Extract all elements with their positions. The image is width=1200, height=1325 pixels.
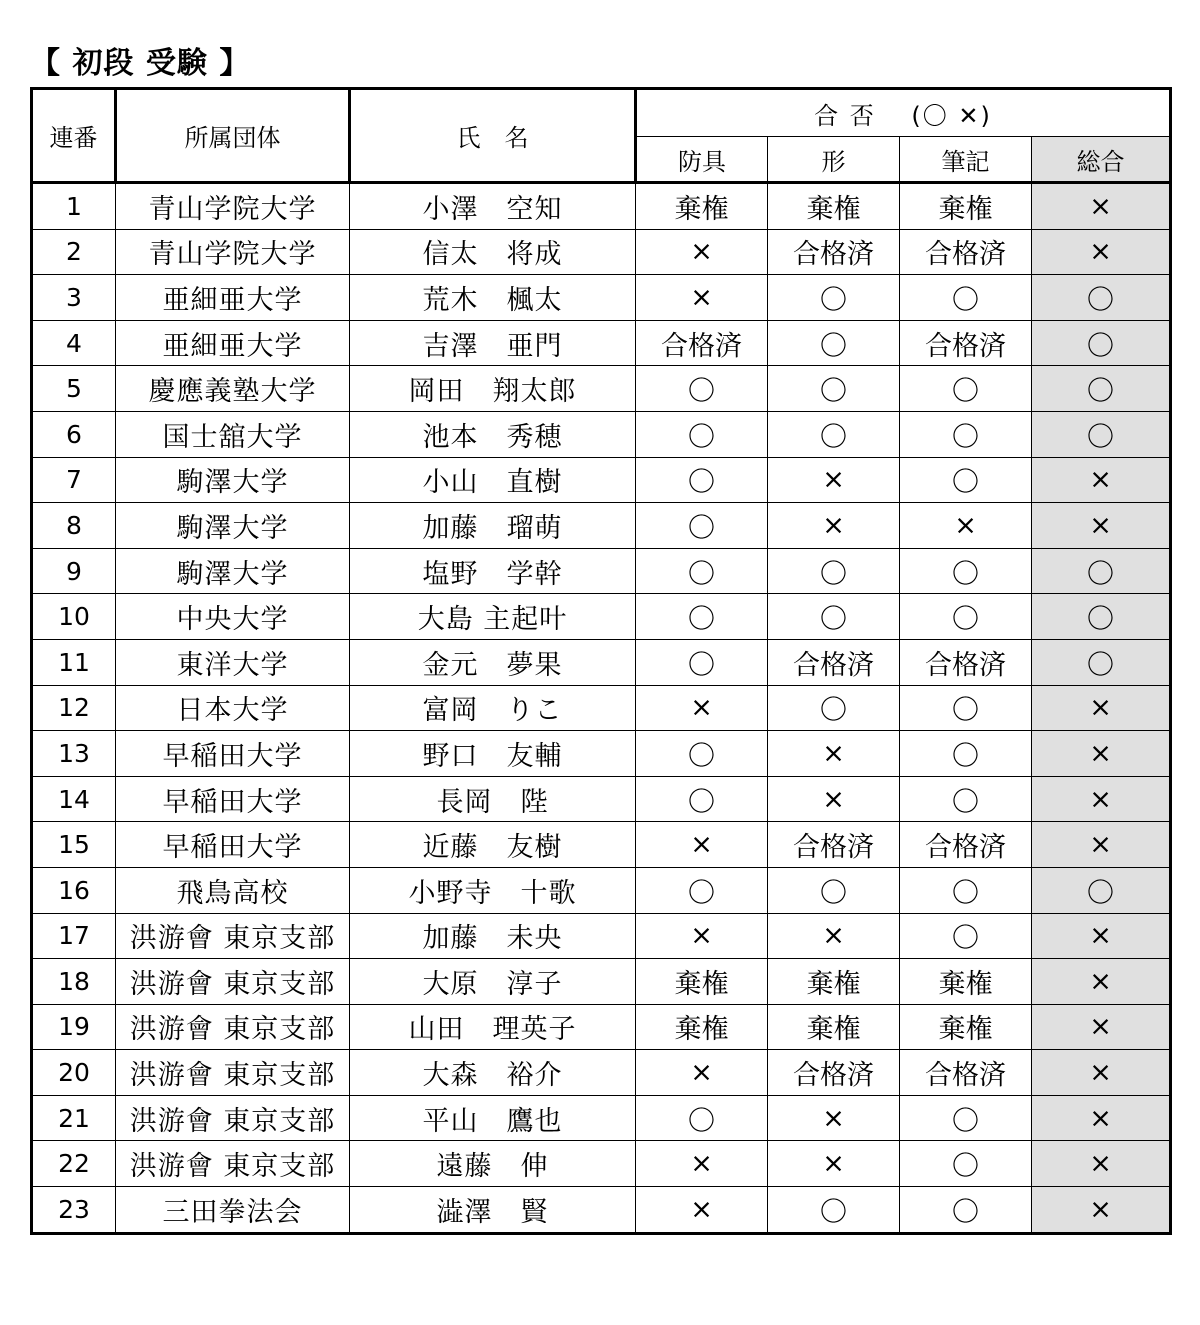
header-pass-fail: 合 否 (〇 ✕) [636, 89, 1171, 137]
cell-armor: × [636, 229, 768, 275]
cell-total: × [1032, 457, 1171, 503]
header-number: 連番 [32, 89, 116, 183]
table-row [32, 1050, 1171, 1096]
cell-armor: 棄権 [636, 959, 768, 1005]
cell-name: 信太 将成 [350, 229, 636, 275]
cell-name: 長岡 陛 [350, 776, 636, 822]
table-row [32, 366, 1171, 412]
cell-name: 加藤 瑠萌 [350, 503, 636, 549]
table-row [32, 548, 1171, 594]
cell-name: 荒木 楓太 [350, 275, 636, 321]
table-row [32, 867, 1171, 913]
cell-armor: 〇 [636, 731, 768, 777]
cell-number: 19 [32, 1004, 116, 1050]
cell-name: 大森 裕介 [350, 1050, 636, 1096]
cell-number: 12 [32, 685, 116, 731]
cell-armor: × [636, 822, 768, 868]
cell-armor: 〇 [636, 411, 768, 457]
cell-kata: 〇 [768, 320, 900, 366]
cell-total: 〇 [1032, 320, 1171, 366]
cell-armor: 〇 [636, 639, 768, 685]
cell-kata: × [768, 457, 900, 503]
cell-name: 吉澤 亜門 [350, 320, 636, 366]
cell-total: × [1032, 731, 1171, 777]
cell-name: 遠藤 伸 [350, 1141, 636, 1187]
cell-number: 20 [32, 1050, 116, 1096]
cell-total: × [1032, 776, 1171, 822]
table-row [32, 731, 1171, 777]
cell-name: 小山 直樹 [350, 457, 636, 503]
cell-name: 岡田 翔太郎 [350, 366, 636, 412]
cell-armor: × [636, 1141, 768, 1187]
cell-written: × [900, 503, 1032, 549]
cell-written: 〇 [900, 913, 1032, 959]
cell-armor: × [636, 1050, 768, 1096]
cell-number: 17 [32, 913, 116, 959]
cell-number: 11 [32, 639, 116, 685]
table-row [32, 776, 1171, 822]
table-row [32, 594, 1171, 640]
cell-kata: × [768, 503, 900, 549]
cell-organization: 駒澤大学 [116, 457, 350, 503]
cell-organization: 洪游會 東京支部 [116, 959, 350, 1005]
header-organization: 所属団体 [116, 89, 350, 183]
cell-name: 池本 秀穂 [350, 411, 636, 457]
cell-total: × [1032, 685, 1171, 731]
cell-name: 澁澤 賢 [350, 1187, 636, 1234]
cell-armor: × [636, 275, 768, 321]
cell-total: × [1032, 183, 1171, 230]
cell-armor: 〇 [636, 503, 768, 549]
cell-kata: 〇 [768, 275, 900, 321]
cell-written: 〇 [900, 1187, 1032, 1234]
cell-written: 合格済 [900, 320, 1032, 366]
cell-written: 〇 [900, 776, 1032, 822]
cell-written: 〇 [900, 685, 1032, 731]
cell-written: 合格済 [900, 639, 1032, 685]
cell-total: × [1032, 1095, 1171, 1141]
cell-total: × [1032, 1187, 1171, 1234]
cell-total: × [1032, 1050, 1171, 1096]
cell-armor: 〇 [636, 366, 768, 412]
cell-total: × [1032, 1141, 1171, 1187]
cell-total: × [1032, 229, 1171, 275]
cell-number: 23 [32, 1187, 116, 1234]
table-row [32, 685, 1171, 731]
header-written: 筆記 [900, 137, 1032, 183]
cell-name: 金元 夢果 [350, 639, 636, 685]
cell-kata: 合格済 [768, 1050, 900, 1096]
cell-organization: 日本大学 [116, 685, 350, 731]
cell-number: 2 [32, 229, 116, 275]
cell-number: 21 [32, 1095, 116, 1141]
cell-written: 〇 [900, 366, 1032, 412]
cell-organization: 洪游會 東京支部 [116, 1141, 350, 1187]
cell-name: 小野寺 十歌 [350, 867, 636, 913]
header-name: 氏 名 [350, 89, 636, 183]
cell-number: 7 [32, 457, 116, 503]
cell-kata: 棄権 [768, 183, 900, 230]
cell-total: 〇 [1032, 594, 1171, 640]
cell-written: 合格済 [900, 229, 1032, 275]
cell-total: × [1032, 1004, 1171, 1050]
cell-total: 〇 [1032, 639, 1171, 685]
cell-organization: 洪游會 東京支部 [116, 913, 350, 959]
cell-organization: 三田拳法会 [116, 1187, 350, 1234]
cell-number: 5 [32, 366, 116, 412]
cell-organization: 洪游會 東京支部 [116, 1095, 350, 1141]
cell-written: 〇 [900, 594, 1032, 640]
cell-written: 〇 [900, 1095, 1032, 1141]
cell-armor: 〇 [636, 594, 768, 640]
results-table [30, 87, 1172, 1235]
cell-organization: 駒澤大学 [116, 503, 350, 549]
cell-name: 富岡 りこ [350, 685, 636, 731]
cell-written: 〇 [900, 275, 1032, 321]
cell-name: 塩野 学幹 [350, 548, 636, 594]
cell-organization: 亜細亜大学 [116, 320, 350, 366]
cell-organization: 早稲田大学 [116, 776, 350, 822]
cell-name: 野口 友輔 [350, 731, 636, 777]
cell-organization: 飛鳥高校 [116, 867, 350, 913]
cell-name: 大原 淳子 [350, 959, 636, 1005]
cell-armor: × [636, 913, 768, 959]
table-row [32, 457, 1171, 503]
cell-kata: × [768, 731, 900, 777]
cell-number: 1 [32, 183, 116, 230]
cell-number: 3 [32, 275, 116, 321]
header-total: 総合 [1032, 137, 1171, 183]
cell-total: 〇 [1032, 548, 1171, 594]
table-row [32, 275, 1171, 321]
cell-kata: × [768, 1095, 900, 1141]
table-row [32, 639, 1171, 685]
cell-number: 10 [32, 594, 116, 640]
header-row [32, 89, 1171, 137]
table-row [32, 1141, 1171, 1187]
cell-kata: × [768, 1141, 900, 1187]
cell-organization: 青山学院大学 [116, 229, 350, 275]
cell-kata: × [768, 776, 900, 822]
cell-armor: 〇 [636, 457, 768, 503]
cell-kata: × [768, 913, 900, 959]
cell-number: 16 [32, 867, 116, 913]
cell-organization: 国士舘大学 [116, 411, 350, 457]
cell-organization: 亜細亜大学 [116, 275, 350, 321]
cell-written: 合格済 [900, 822, 1032, 868]
cell-name: 大島 主起叶 [350, 594, 636, 640]
cell-number: 9 [32, 548, 116, 594]
cell-armor: 棄権 [636, 183, 768, 230]
table-row [32, 320, 1171, 366]
cell-number: 8 [32, 503, 116, 549]
cell-organization: 洪游會 東京支部 [116, 1004, 350, 1050]
cell-written: 〇 [900, 457, 1032, 503]
cell-written: 棄権 [900, 183, 1032, 230]
cell-written: 合格済 [900, 1050, 1032, 1096]
page-title: 【 初段 受験 】 [30, 46, 251, 81]
cell-kata: 合格済 [768, 822, 900, 868]
cell-total: × [1032, 503, 1171, 549]
table-row [32, 229, 1171, 275]
cell-written: 〇 [900, 867, 1032, 913]
header-kata: 形 [768, 137, 900, 183]
cell-number: 13 [32, 731, 116, 777]
table-row [32, 913, 1171, 959]
cell-armor: 〇 [636, 776, 768, 822]
cell-armor: 〇 [636, 548, 768, 594]
cell-total: × [1032, 822, 1171, 868]
cell-kata: 〇 [768, 867, 900, 913]
cell-kata: 〇 [768, 1187, 900, 1234]
cell-written: 棄権 [900, 959, 1032, 1005]
cell-number: 14 [32, 776, 116, 822]
cell-name: 近藤 友樹 [350, 822, 636, 868]
cell-name: 山田 理英子 [350, 1004, 636, 1050]
table-row [32, 183, 1171, 230]
cell-written: 〇 [900, 1141, 1032, 1187]
cell-organization: 中央大学 [116, 594, 350, 640]
cell-kata: 〇 [768, 411, 900, 457]
table-row [32, 959, 1171, 1005]
cell-number: 4 [32, 320, 116, 366]
cell-kata: 〇 [768, 685, 900, 731]
cell-organization: 早稲田大学 [116, 822, 350, 868]
table-row [32, 411, 1171, 457]
cell-number: 6 [32, 411, 116, 457]
cell-armor: 〇 [636, 1095, 768, 1141]
cell-kata: 〇 [768, 548, 900, 594]
cell-armor: × [636, 1187, 768, 1234]
cell-kata: 合格済 [768, 229, 900, 275]
cell-number: 18 [32, 959, 116, 1005]
cell-written: 〇 [900, 411, 1032, 457]
cell-written: 棄権 [900, 1004, 1032, 1050]
cell-written: 〇 [900, 731, 1032, 777]
table-row [32, 822, 1171, 868]
cell-armor: 合格済 [636, 320, 768, 366]
cell-kata: 棄権 [768, 1004, 900, 1050]
header-armor: 防具 [636, 137, 768, 183]
cell-organization: 青山学院大学 [116, 183, 350, 230]
cell-name: 小澤 空知 [350, 183, 636, 230]
cell-organization: 駒澤大学 [116, 548, 350, 594]
cell-kata: 合格済 [768, 639, 900, 685]
table-row [32, 1004, 1171, 1050]
cell-total: × [1032, 959, 1171, 1005]
cell-kata: 棄権 [768, 959, 900, 1005]
cell-organization: 慶應義塾大学 [116, 366, 350, 412]
cell-total: 〇 [1032, 275, 1171, 321]
cell-written: 〇 [900, 548, 1032, 594]
cell-organization: 早稲田大学 [116, 731, 350, 777]
table-row [32, 1187, 1171, 1234]
cell-kata: 〇 [768, 594, 900, 640]
cell-total: 〇 [1032, 867, 1171, 913]
cell-organization: 洪游會 東京支部 [116, 1050, 350, 1096]
cell-name: 加藤 未央 [350, 913, 636, 959]
cell-number: 22 [32, 1141, 116, 1187]
cell-armor: × [636, 685, 768, 731]
cell-armor: 〇 [636, 867, 768, 913]
cell-armor: 棄権 [636, 1004, 768, 1050]
cell-organization: 東洋大学 [116, 639, 350, 685]
cell-total: 〇 [1032, 411, 1171, 457]
cell-total: 〇 [1032, 366, 1171, 412]
cell-name: 平山 鷹也 [350, 1095, 636, 1141]
cell-number: 15 [32, 822, 116, 868]
table-row [32, 1095, 1171, 1141]
cell-total: × [1032, 913, 1171, 959]
table-row [32, 503, 1171, 549]
cell-kata: 〇 [768, 366, 900, 412]
